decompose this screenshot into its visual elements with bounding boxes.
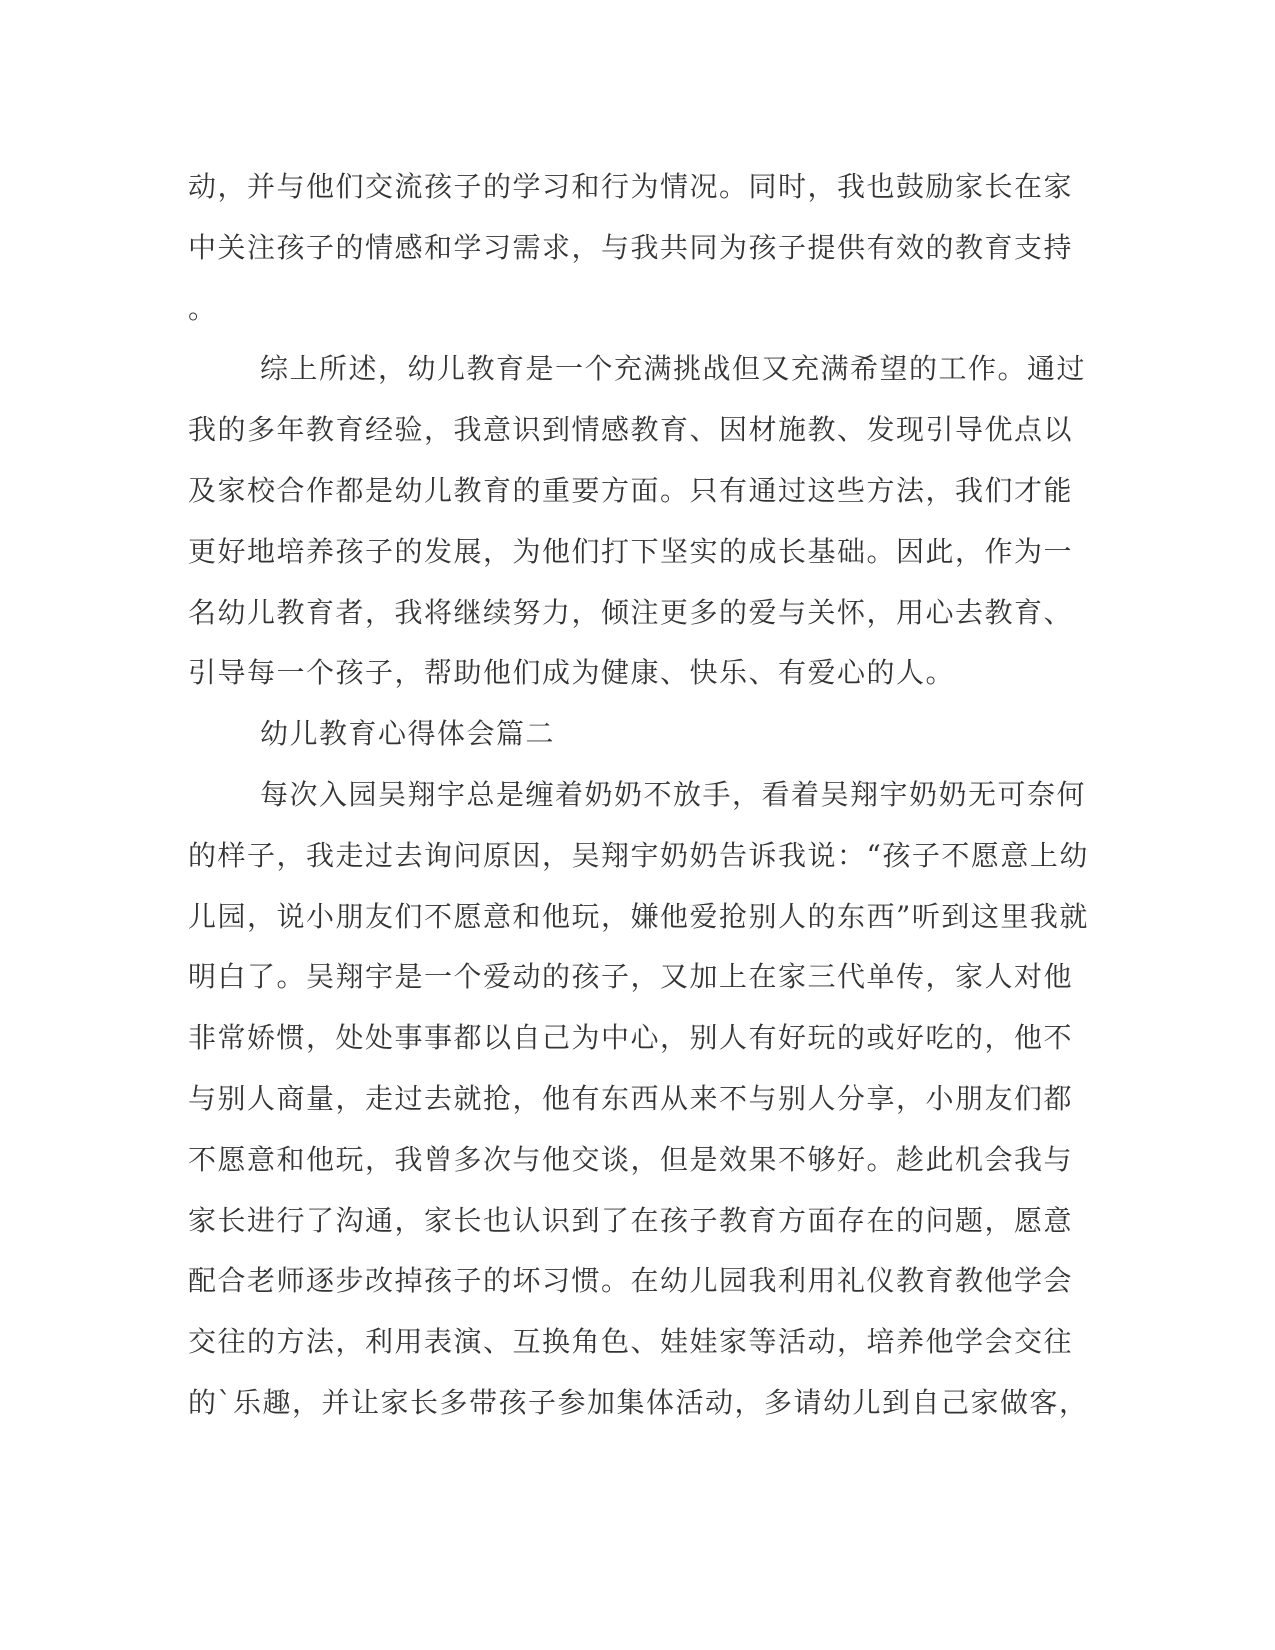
text-line: 配合老师逐步改掉孩子的坏习惯。在幼儿园我利用礼仪教育教他学会 <box>188 1264 1074 1298</box>
text-line: 儿园，说小朋友们不愿意和他玩，嫌他爱抢别人的东西”听到这里我就 <box>188 899 1089 933</box>
text-line: 明白了。吴翔宇是一个爱动的孩子，又加上在家三代单传，家人对他 <box>188 960 1074 994</box>
text-line: 动，并与他们交流孩子的学习和行为情况。同时，我也鼓励家长在家 <box>188 170 1074 203</box>
text-line: 引导每一个孩子，帮助他们成为健康、快乐、有爱心的人。 <box>188 656 956 690</box>
text-line: 非常娇惯，处处事事都以自己为中心，别人有好玩的或好吃的，他不 <box>188 1021 1074 1055</box>
text-line: 我的多年教育经验，我意识到情感教育、因材施教、发现引导优点以 <box>188 413 1074 447</box>
text-line: 与别人商量，走过去就抢，他有东西从来不与别人分享，小朋友们都 <box>188 1081 1074 1115</box>
text-line: 名幼儿教育者，我将继续努力，倾注更多的爱与关怀，用心去教育、 <box>188 595 1074 629</box>
text-line: 交往的方法，利用表演、互换角色、娃娃家等活动，培养他学会交往 <box>188 1325 1074 1359</box>
text-line: 中关注孩子的情感和学习需求，与我共同为孩子提供有效的教育支持 <box>188 230 1074 264</box>
text-line: 及家校合作都是幼儿教育的重要方面。只有通过这些方法，我们才能 <box>188 473 1074 507</box>
paragraph-start-line: 每次入园吴翔宇总是缠着奶奶不放手，看着吴翔宇奶奶无可奈何 <box>260 777 1087 811</box>
text-line: 的样子，我走过去询问原因，吴翔宇奶奶告诉我说：“孩子不愿意上幼 <box>188 838 1089 872</box>
body-text <box>188 157 1089 1434</box>
text-line: 更好地培养孩子的发展，为他们打下坚实的成长基础。因此，作为一 <box>188 534 1074 568</box>
text-line: 不愿意和他玩，我曾多次与他交谈，但是效果不够好。趁此机会我与 <box>188 1142 1074 1176</box>
text-line: 。 <box>188 291 218 325</box>
text-line: 的`乐趣，并让家长多带孩子参加集体活动，多请幼儿到自己家做客， <box>188 1385 1089 1419</box>
paragraph-start-line: 综上所述，幼儿教育是一个充满挑战但又充满希望的工作。通过 <box>260 352 1087 386</box>
section-heading: 幼儿教育心得体会篇二 <box>260 717 556 751</box>
text-line: 家长进行了沟通，家长也认识到了在孩子教育方面存在的问题，愿意 <box>188 1203 1074 1237</box>
